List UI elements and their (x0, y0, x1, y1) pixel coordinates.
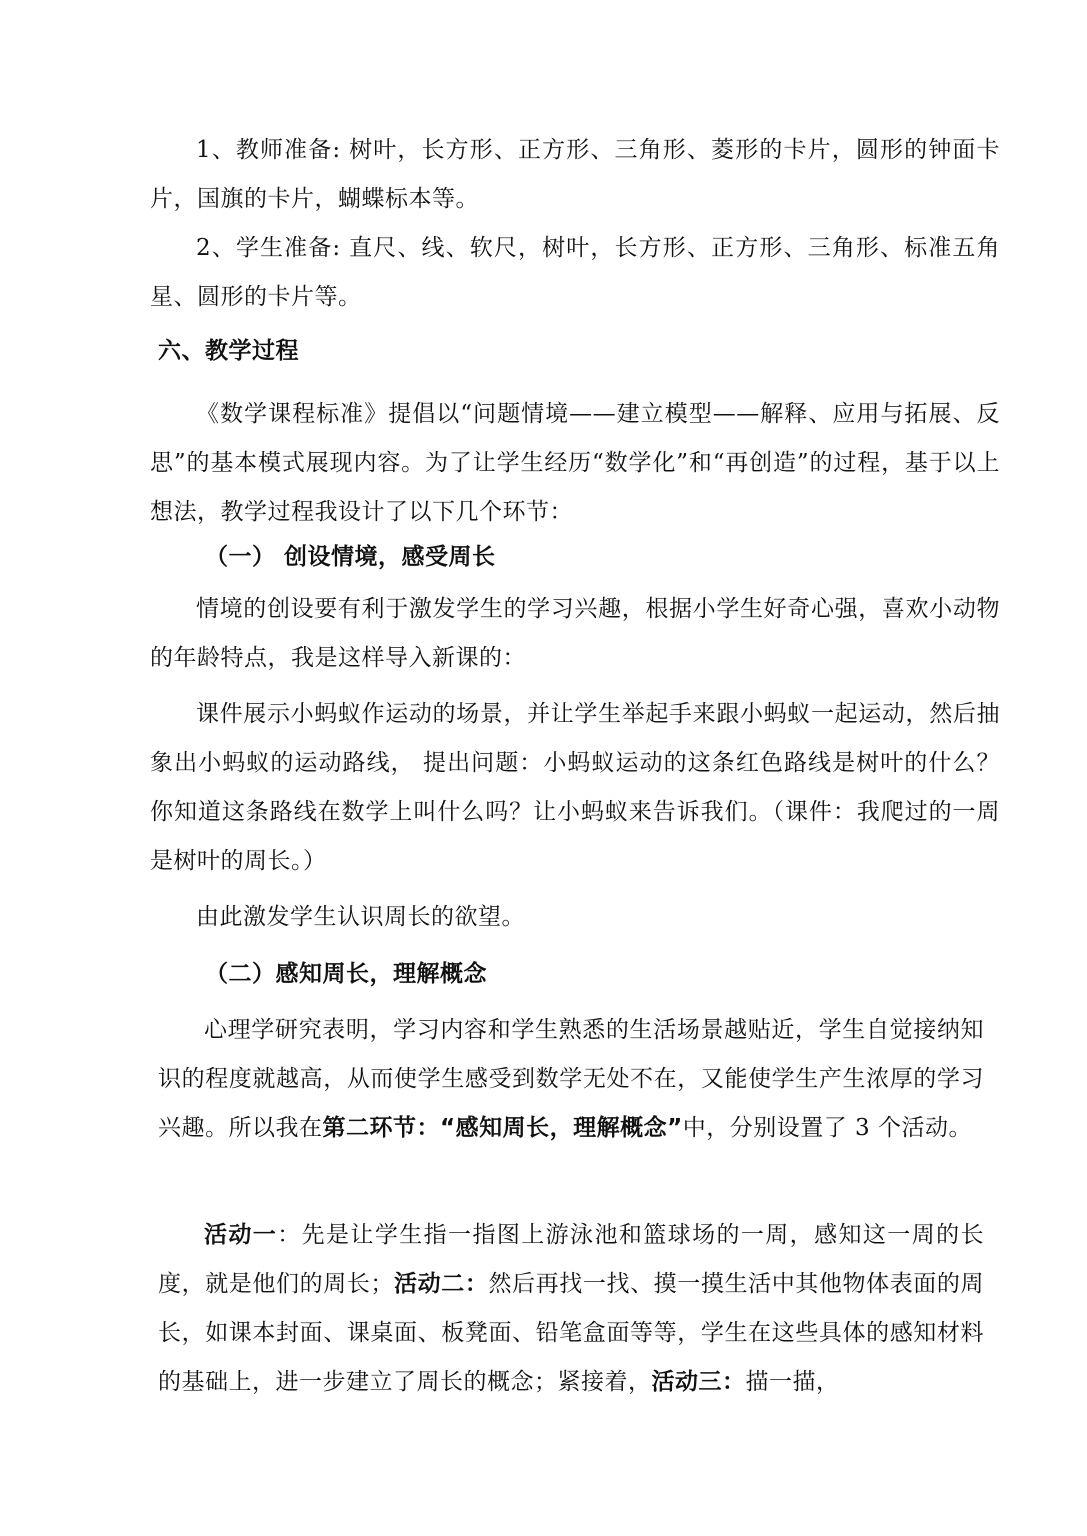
activity-two-label: 活动二： (393, 1271, 489, 1297)
part-two-activities-paragraph (158, 1211, 984, 1407)
activity-one-text: ：先是让学生指一指图上游泳池和篮球场的一周，感知这一周的长度，就是他们的周长； (158, 1222, 985, 1297)
activity-three-text: 描一描， (745, 1369, 840, 1395)
part-one-paragraph-3: 由此激发学生认识周长的欲望。 (196, 904, 525, 930)
part-one-heading: （一） 创设情境，感受周长 (205, 544, 496, 570)
activity-two-text: 然后再找一找、摸一摸生活中其他物体表面的周长，如课本封面、课桌面、板凳面、铅笔盒面等等，学生在这些具体的感知材料的基础上，进一步建立了周长的概念；紧接着， (158, 1271, 985, 1395)
teacher-prep-paragraph: 1、教师准备: 树叶，长方形、正方形、三角形、菱形的卡片，圆形的钟面卡片，国旗的卡片，蝴蝶标本等。 (150, 137, 1000, 212)
part-two-p1-bold: 第二环节：“感知周长，理解概念” (322, 1115, 683, 1141)
part-one-paragraph-2: 课件展示小蚂蚁作运动的场景，并让学生举起手来跟小蚂蚁一起运动，然后抽象出小蚂蚁的运动路线， 提出问题：小蚂蚁运动的这条红色路线是树叶的什么？你知道这条路线在数学上叫什么吗？让小蚂蚁来告诉我们。（课件：我爬过的一周是树叶的周长。） (150, 701, 1000, 874)
activity-three-label: 活动三： (651, 1369, 746, 1395)
part-two-p1-text-a: 心理学研究表明，学习内容和学生熟悉的生活场景越贴近，学生自觉接纳知识的程度就越高，从而使学生感受到数学无处不在，又能使学生产生浓厚的学习兴趣。所以我在 (158, 1017, 984, 1141)
part-two-p1-text-b: 中，分别设置了 3 个活动。 (682, 1115, 972, 1141)
activity-one-label: 活动一 (204, 1222, 278, 1248)
student-prep-paragraph: 2、学生准备: 直尺、线、软尺，树叶，长方形、正方形、三角形、标准五角星、圆形的卡片等。 (150, 235, 1000, 310)
section-six-intro: 《数学课程标准》提倡以“问题情境——建立模型——解释、应用与拓展、反思”的基本模式展现内容。为了让学生经历“数学化”和“再创造”的过程，基于以上想法，教学过程我设计了以下几个环节： (150, 401, 1000, 525)
part-two-heading: （二）感知周长，理解概念 (205, 961, 487, 987)
section-six-heading: 六、教学过程 (158, 338, 299, 364)
part-two-paragraph-1 (158, 1006, 984, 1153)
part-one-paragraph-1: 情境的创设要有利于激发学生的学习兴趣，根据小学生好奇心强，喜欢小动物的年龄特点，我是这样导入新课的： (150, 596, 1000, 671)
